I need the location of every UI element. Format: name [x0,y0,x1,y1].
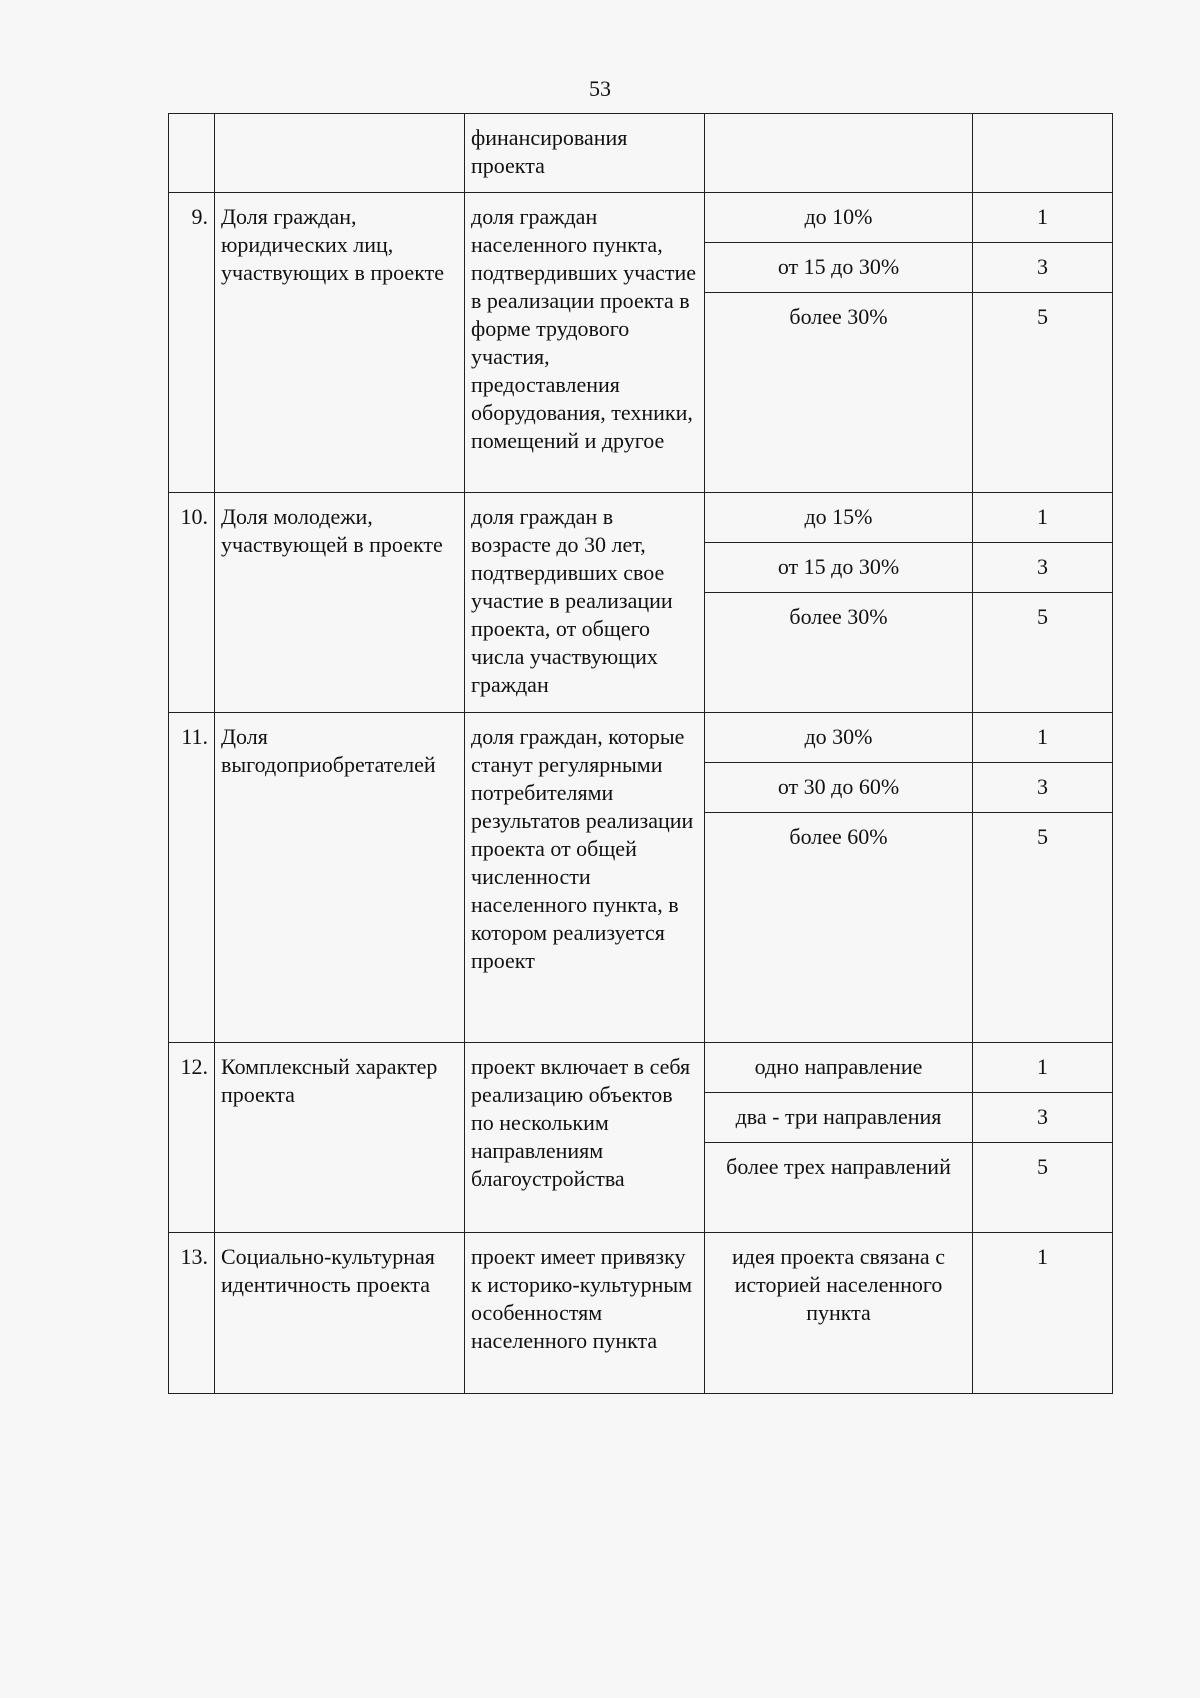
level-score: 3 [973,1093,1113,1143]
criterion-description: доля граждан в возрасте до 30 лет, подтвердивших свое участие в реализации проекта, от общего числа участвующих граждан [465,493,705,713]
level-label: более 30% [705,593,973,713]
level-cell [705,114,973,193]
level-label: одно направление [705,1043,973,1093]
criterion-number: 10. [169,493,215,713]
level-label: идея проекта связана с историей населенного пункта [705,1233,973,1394]
level-label: до 30% [705,713,973,763]
criterion-name: Социально-культурная идентичность проекта [215,1233,465,1394]
criterion-row [169,1233,1113,1394]
level-label: два - три направления [705,1093,973,1143]
criterion-description: проект включает в себя реализацию объектов по нескольким направлениям благоустройства [465,1043,705,1233]
level-score: 3 [973,243,1113,293]
continuation-row [169,114,1113,193]
criterion-number: 11. [169,713,215,1043]
criterion-name: Доля молодежи, участвующей в проекте [215,493,465,713]
level-label: более 30% [705,293,973,493]
criterion-description: доля граждан, которые станут регулярными потребителями результатов реализации проекта от общей численности населенного пункта, в котором реализуется проект [465,713,705,1043]
criteria-table-body [169,114,1113,1394]
level-score: 5 [973,1143,1113,1233]
criterion-name: Доля граждан, юридических лиц, участвующих в проекте [215,193,465,493]
criteria-table [168,113,1113,1394]
level-score: 1 [973,1043,1113,1093]
number-cell [169,114,215,193]
level-label: до 15% [705,493,973,543]
criterion-number: 12. [169,1043,215,1233]
criterion-number: 9. [169,193,215,493]
level-label: от 30 до 60% [705,763,973,813]
level-label: от 15 до 30% [705,243,973,293]
criterion-name: Комплексный характер проекта [215,1043,465,1233]
page-number: 53 [589,76,611,101]
level-label: более 60% [705,813,973,1043]
level-score: 1 [973,193,1113,243]
score-cell [973,114,1113,193]
level-score: 5 [973,813,1113,1043]
level-label: до 10% [705,193,973,243]
criterion-name-cell [215,114,465,193]
criterion-row [169,713,1113,763]
level-score: 1 [973,713,1113,763]
criterion-row [169,493,1113,543]
level-score: 5 [973,593,1113,713]
criterion-row [169,193,1113,243]
criterion-row [169,1043,1113,1093]
level-score: 1 [973,493,1113,543]
criterion-description: доля граждан населенного пункта, подтвердивших участие в реализации проекта в форме трудового участия, предоставления оборудования, техники, помещений и другое [465,193,705,493]
level-label: более трех направлений [705,1143,973,1233]
criterion-number: 13. [169,1233,215,1394]
criterion-name: Доля выгодоприобретателей [215,713,465,1043]
level-label: от 15 до 30% [705,543,973,593]
level-score: 1 [973,1233,1113,1394]
criterion-description-cell: финансирования проекта [465,114,705,193]
level-score: 3 [973,543,1113,593]
level-score: 5 [973,293,1113,493]
level-score: 3 [973,763,1113,813]
criterion-description: проект имеет привязку к историко-культурным особенностям населенного пункта [465,1233,705,1394]
